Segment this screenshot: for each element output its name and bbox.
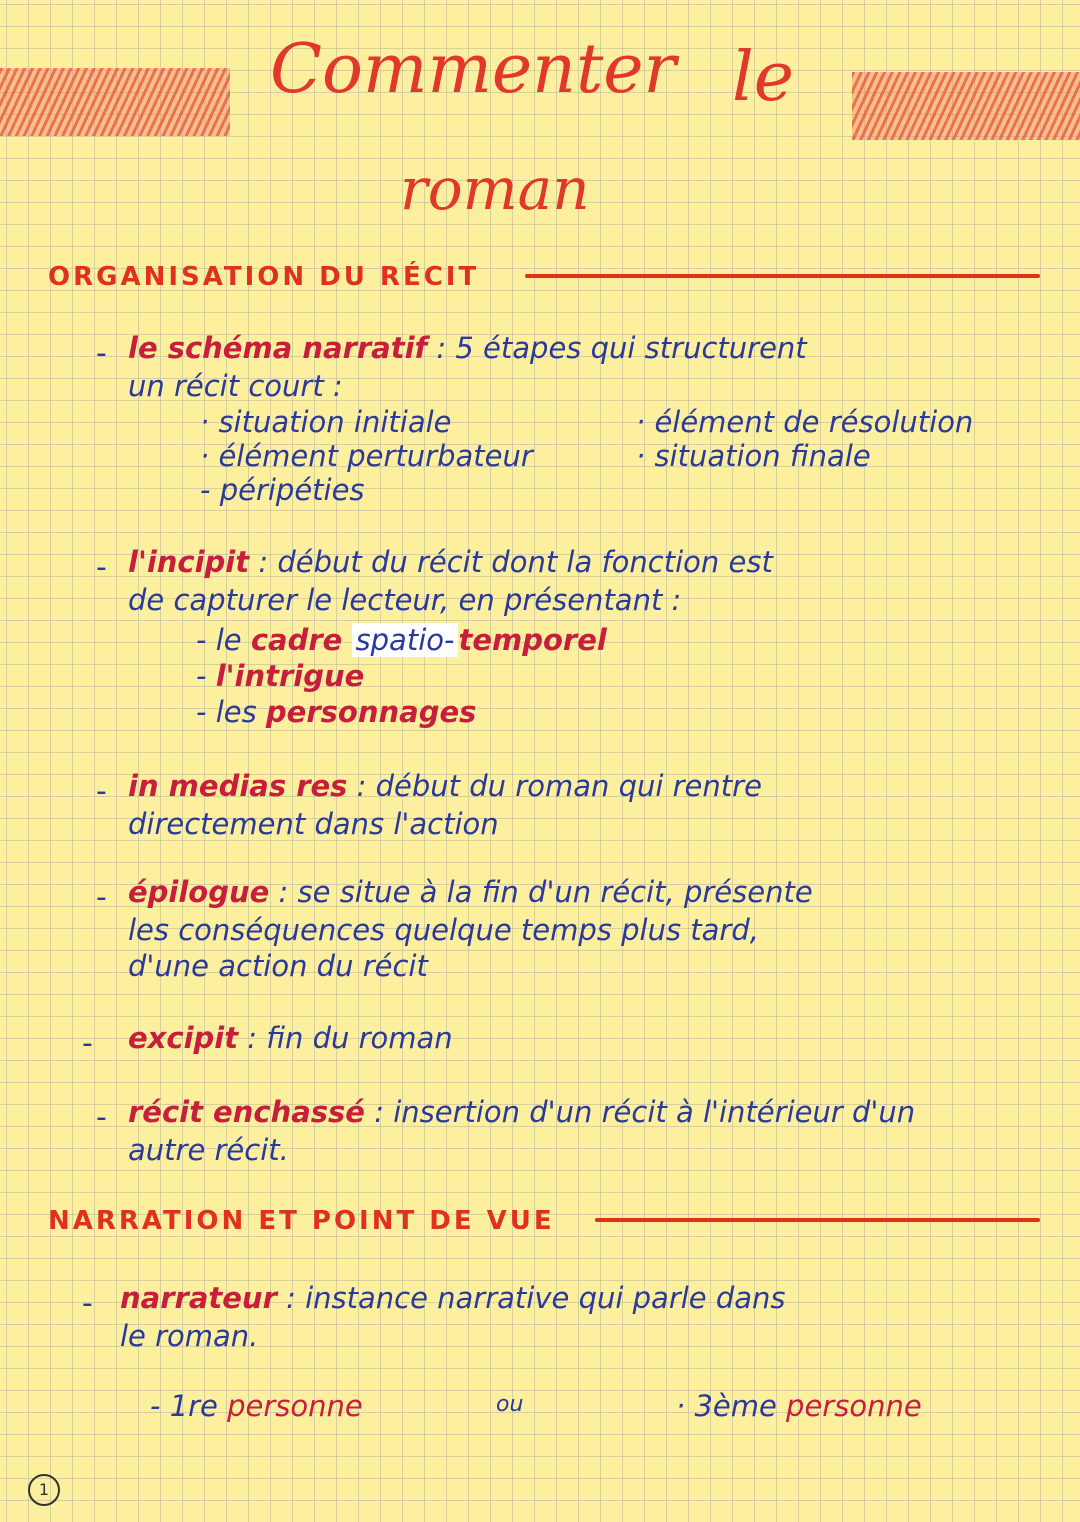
section-heading-narration: NARRATION ET POINT DE VUE bbox=[48, 1206, 555, 1236]
schema-step-4: · élément de résolution bbox=[636, 405, 974, 439]
schema-def-2: un récit court : bbox=[128, 369, 343, 403]
highlighter-mark: spatio- bbox=[352, 623, 459, 657]
section-heading-organisation: ORGANISATION DU RÉCIT bbox=[48, 262, 480, 292]
schema-line-1 bbox=[128, 332, 807, 365]
narrateur-option-1: - 1re personne bbox=[150, 1389, 363, 1423]
incipit-item-3: - les personnages bbox=[196, 695, 477, 729]
bullet-dash: - bbox=[96, 880, 107, 915]
schema-def-1: : 5 étapes qui structurent bbox=[436, 331, 807, 365]
bullet-dash: - bbox=[96, 774, 107, 809]
bullet-dash: - bbox=[82, 1026, 93, 1061]
narrateur-line-1: narrateur : instance narrative qui parle dans bbox=[120, 1281, 786, 1315]
page-number-badge: 1 bbox=[28, 1474, 60, 1506]
epilogue-def-3: d'une action du récit bbox=[128, 949, 428, 983]
title-line-1: Commenter bbox=[270, 30, 677, 109]
schema-step-5: · situation finale bbox=[636, 439, 871, 473]
title-line-2: le bbox=[732, 38, 794, 117]
bullet-dash: - bbox=[96, 336, 107, 371]
section-rule-organisation bbox=[525, 274, 1040, 278]
medias-line-1: in medias res : début du roman qui rentre bbox=[128, 769, 762, 803]
incipit-def-2: de capturer le lecteur, en présentant : bbox=[128, 583, 682, 617]
epilogue-def-2: les conséquences quelque temps plus tard, bbox=[128, 913, 759, 947]
enchasse-term: récit enchassé bbox=[128, 1095, 365, 1129]
schema-step-1: · situation initiale bbox=[200, 405, 452, 439]
incipit-def-1: : début du récit dont la fonction est bbox=[258, 545, 773, 579]
title-hatch-left bbox=[0, 68, 230, 136]
title-hatch-right bbox=[852, 72, 1080, 140]
schema-step-2: · élément perturbateur bbox=[200, 439, 533, 473]
bullet-dash: - bbox=[96, 1100, 107, 1135]
incipit-line-1 bbox=[128, 546, 773, 579]
incipit-item-2: - l'intrigue bbox=[196, 659, 365, 693]
excipit-line: excipit : fin du roman bbox=[128, 1021, 453, 1055]
schema-term: le schéma narratif bbox=[128, 331, 428, 365]
medias-term: in medias res bbox=[128, 769, 348, 803]
epilogue-term: épilogue bbox=[128, 875, 270, 909]
title-line-3: roman bbox=[400, 155, 590, 223]
incipit-item-1: - le cadre spatio- temporel bbox=[196, 623, 607, 657]
epilogue-line-1: épilogue : se situe à la fin d'un récit, présente bbox=[128, 875, 813, 909]
schema-step-3: - péripéties bbox=[200, 473, 365, 507]
incipit-term: l'incipit bbox=[128, 545, 250, 579]
section-rule-narration bbox=[595, 1218, 1040, 1222]
narrateur-def-2: le roman. bbox=[120, 1319, 259, 1353]
enchasse-def-2: autre récit. bbox=[128, 1133, 289, 1167]
bullet-dash: - bbox=[96, 550, 107, 585]
excipit-term: excipit bbox=[128, 1021, 239, 1055]
narrateur-option-2: · 3ème personne bbox=[676, 1389, 922, 1423]
enchasse-line-1: récit enchassé : insertion d'un récit à l'intérieur d'un bbox=[128, 1095, 916, 1129]
narrateur-term: narrateur bbox=[120, 1281, 277, 1315]
bullet-dash: - bbox=[82, 1286, 93, 1321]
narrateur-or: ou bbox=[496, 1392, 524, 1417]
medias-def-2: directement dans l'action bbox=[128, 807, 499, 841]
